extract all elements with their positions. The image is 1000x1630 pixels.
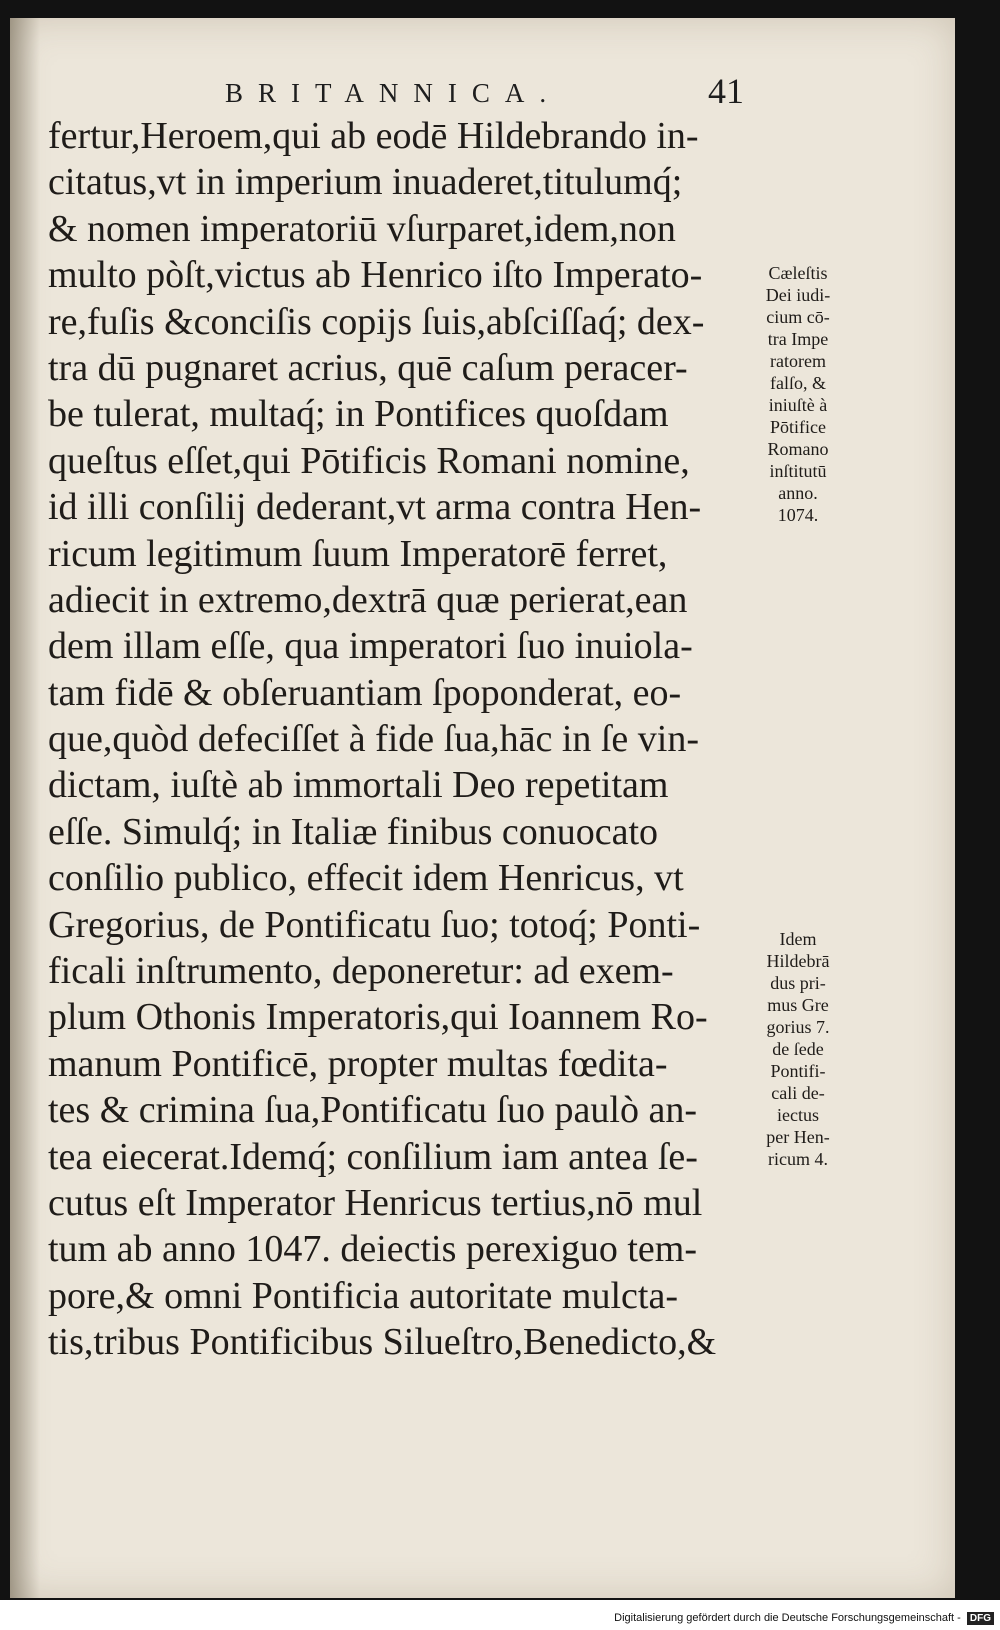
margin-note-line: Hildebrā	[766, 951, 830, 971]
margin-note-line: Pōtifice	[770, 417, 826, 437]
margin-note-line: iniuſtè à	[768, 395, 828, 415]
text-line: tra dū pugnaret acrius, quē caſum peracer-	[48, 346, 688, 389]
digitization-credit	[614, 1612, 994, 1625]
text-line: ficali inſtrumento, deponeretur: ad exem-	[48, 950, 674, 993]
margin-note-line: 1074.	[777, 505, 819, 525]
margin-note	[748, 262, 848, 526]
text-line: multo pòſt,victus ab Henrico iſto Imperato-	[48, 254, 703, 297]
margin-note-line: per Hen-	[766, 1127, 830, 1147]
text-line: tes & crimina ſua,Pontificatu ſuo paulò an-	[48, 1089, 698, 1132]
text-line: adiecit in extremo,dextrā quæ perierat,ean	[48, 578, 688, 621]
text-line: manum Pontificē, propter multas fœdita-	[48, 1042, 668, 1085]
margin-note-line: falſo, &	[770, 373, 826, 393]
margin-note-line: cium cō-	[766, 307, 830, 327]
text-line: plum Othonis Imperatoris,qui Ioannem Ro-	[48, 996, 708, 1039]
margin-note-line: gorius 7.	[766, 1017, 830, 1037]
page-number: 41	[708, 71, 744, 111]
margin-note-line: dus pri-	[770, 973, 826, 993]
text-line: ricum legitimum ſuum Imperatorē ferret,	[48, 532, 668, 575]
text-line: cutus eſt Imperator Henricus tertius,nō mul	[48, 1181, 703, 1224]
margin-note-line: mus Gre	[767, 995, 829, 1015]
margin-note-line: anno.	[778, 483, 818, 503]
text-line: id illi conſilij dederant,vt arma contra Hen-	[48, 486, 702, 529]
body-text	[48, 113, 748, 1366]
text-line: dem illam eſſe, qua imperatori ſuo inuiola-	[48, 625, 693, 668]
margin-note-line: inſtitutū	[769, 461, 827, 481]
margin-note-line: tra Impe	[767, 329, 829, 349]
margin-note-line: de ſede	[772, 1039, 824, 1059]
margin-note-line: Dei iudi-	[765, 285, 831, 305]
margin-note-line: ratorem	[770, 351, 826, 371]
text-line: & nomen imperatoriū vſurparet,idem,non	[48, 207, 676, 250]
text-line: fertur,Heroem,qui ab eodē Hildebrando in-	[48, 115, 699, 157]
margin-note-line: Romano	[767, 439, 829, 459]
text-line: que,quòd defeciſſet à fide ſua,hāc in ſe vin-	[48, 718, 700, 761]
text-line: pore,& omni Pontificia autoritate mulctа-	[48, 1274, 678, 1317]
margin-note-line: Cæleſtis	[768, 263, 828, 283]
text-line: tam fidē & obſeruantiam ſpoponderat, eo-	[48, 671, 682, 714]
text-line: Gregorius, de Pontificatu ſuo; totoq́; Ponti-	[48, 903, 701, 946]
text-line: tea eiecerat.Idemq́; conſilium iam antea ſe-	[48, 1135, 698, 1178]
margin-note	[748, 928, 848, 1170]
running-title: BRITANNICA.	[225, 78, 562, 108]
margin-note-line: Pontifi-	[770, 1061, 826, 1081]
text-line: dictam, iuſtè ab immortali Deo repetitam	[48, 764, 669, 807]
text-line: re,fuſis &conciſis copijs ſuis,abſciſſaq́; dex-	[48, 300, 705, 343]
margin-note-line: iectus	[777, 1105, 819, 1125]
text-line: tis,tribus Pontificibus Silueſtro,Benedicto,&	[48, 1321, 717, 1364]
margin-note-line: Idem	[779, 929, 817, 949]
text-line: queſtus eſſet,qui Pōtificis Romani nomine,	[48, 439, 690, 482]
margin-note-line: ricum 4.	[768, 1149, 828, 1169]
text-line: eſſe. Simulq́; in Italiæ finibus conuocato	[48, 810, 659, 853]
text-line: tum ab anno 1047. deiectis perexiguo tem-	[48, 1228, 697, 1271]
text-line: conſilio publico, effecit idem Henricus, vt	[48, 857, 684, 900]
text-line: be tulerat, multaq́; in Pontifices quoſdam	[48, 393, 669, 436]
dfg-logo: DFG	[967, 1612, 994, 1625]
margin-note-line: cali de-	[771, 1083, 825, 1103]
text-line: citatus,vt in imperium inuaderet,titulumq́;	[48, 161, 683, 204]
credit-text: Digitalisierung gefördert durch die Deutsche Forschungsgemeinschaft -	[614, 1612, 961, 1624]
gutter-shadow	[10, 18, 40, 1598]
